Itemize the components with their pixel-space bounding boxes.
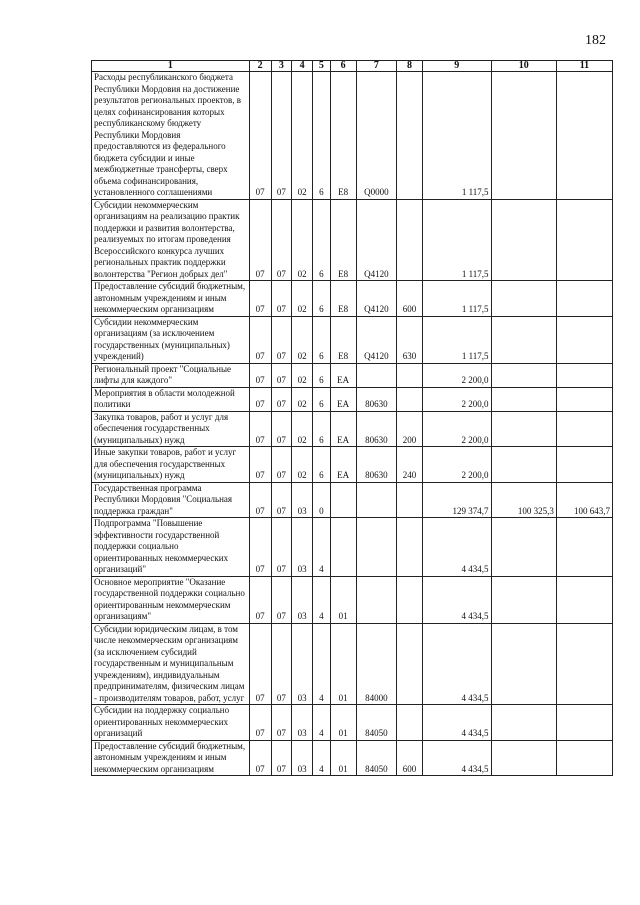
table-cell: 100 325,3 [491, 482, 556, 518]
table-cell [397, 482, 423, 518]
table-cell: 07 [271, 199, 292, 281]
table-cell: 1 117,5 [423, 199, 491, 281]
table-cell: 02 [292, 363, 313, 387]
column-header: 11 [556, 61, 612, 72]
table-cell: 84050 [356, 705, 396, 741]
table-cell: 4 [313, 518, 331, 577]
table-cell: 02 [292, 411, 313, 447]
table-cell: 07 [271, 363, 292, 387]
table-cell: 630 [397, 316, 423, 363]
table-cell: 07 [271, 72, 292, 200]
table-cell [556, 740, 612, 776]
table-row [92, 363, 613, 387]
row-name-cell: Субсидии некоммерческим организациям (за исключением государственных (муниципальных) учреждений) [92, 316, 250, 363]
table-cell [556, 199, 612, 281]
table-cell: 6 [313, 387, 331, 411]
table-cell: 07 [271, 281, 292, 317]
table-cell [397, 363, 423, 387]
table-cell [491, 518, 556, 577]
table-cell: EA [330, 363, 356, 387]
table-cell: 6 [313, 316, 331, 363]
table-cell [491, 363, 556, 387]
table-cell: 07 [249, 387, 271, 411]
row-name-cell: Основное мероприятие "Оказание государственной поддержки социально ориентированным некоммерческим организациям" [92, 576, 250, 623]
table-cell: 07 [249, 740, 271, 776]
table-cell [397, 387, 423, 411]
table-cell: 100 643,7 [556, 482, 612, 518]
table-cell [397, 623, 423, 705]
table-cell: 07 [249, 411, 271, 447]
row-name-cell: Подпрограмма "Повышение эффективности государственной поддержки социально ориентированных некоммерческих организаций" [92, 518, 250, 577]
table-cell [397, 199, 423, 281]
table-cell [491, 411, 556, 447]
column-header: 5 [313, 61, 331, 72]
table-cell: 2 200,0 [423, 387, 491, 411]
table-cell [491, 447, 556, 483]
table-cell [556, 281, 612, 317]
table-cell [556, 411, 612, 447]
table-cell [491, 316, 556, 363]
column-header: 7 [356, 61, 396, 72]
row-name-cell: Предоставление субсидий бюджетным, автономным учреждениям и иным некоммерческим организациям [92, 740, 250, 776]
column-header: 6 [330, 61, 356, 72]
table-row [92, 740, 613, 776]
table-cell [397, 518, 423, 577]
header-row [92, 61, 613, 72]
table-row [92, 623, 613, 705]
table-cell [356, 576, 396, 623]
table-cell: 03 [292, 482, 313, 518]
table-row [92, 482, 613, 518]
table-cell [556, 72, 612, 200]
table-cell: 2 200,0 [423, 411, 491, 447]
table-cell: 07 [249, 281, 271, 317]
table-row [92, 387, 613, 411]
table-cell: 4 [313, 705, 331, 741]
row-name-cell: Субсидии некоммерческим организациям на реализацию практик поддержки и развития волонтерства, реализуемых по итогам проведения Всероссийского конкурса лучших региональных практик поддержки волонтерства "Регион добрых дел" [92, 199, 250, 281]
table-cell [356, 363, 396, 387]
row-name-cell: Расходы республиканского бюджета Республики Мордовия на достижение результатов региональных проектов, в целях софинансирования которых республиканскому бюджету Республики Мордовия предоставляются из федерального бюджета субсидии и иные межбюджетные трансферты, сверх объема софинансирования, установленного соглашениями [92, 72, 250, 200]
table-cell: 07 [249, 72, 271, 200]
table-cell: 4 [313, 740, 331, 776]
row-name-cell: Государственная программа Республики Мордовия "Социальная поддержка граждан" [92, 482, 250, 518]
table-cell: 07 [249, 316, 271, 363]
table-cell: Q4120 [356, 281, 396, 317]
table-cell: 02 [292, 387, 313, 411]
table-cell [491, 281, 556, 317]
table-cell: 07 [271, 740, 292, 776]
page-number: 182 [585, 33, 606, 48]
table-cell: 07 [249, 518, 271, 577]
table-cell: E8 [330, 199, 356, 281]
table-cell: 240 [397, 447, 423, 483]
table-row [92, 705, 613, 741]
table-cell: 6 [313, 72, 331, 200]
table-cell: 4 [313, 623, 331, 705]
table-cell: 129 374,7 [423, 482, 491, 518]
row-name-cell: Мероприятия в области молодежной политики [92, 387, 250, 411]
table-cell: E8 [330, 72, 356, 200]
table-cell: 2 200,0 [423, 363, 491, 387]
table-row [92, 518, 613, 577]
table-cell [491, 705, 556, 741]
table-cell: Q4120 [356, 199, 396, 281]
column-header: 4 [292, 61, 313, 72]
row-name-cell: Субсидии на поддержку социально ориентированных некоммерческих организаций [92, 705, 250, 741]
table-cell: 84050 [356, 740, 396, 776]
table-cell: 07 [271, 482, 292, 518]
table-cell: 01 [330, 705, 356, 741]
row-name-cell: Региональный проект "Социальные лифты для каждого" [92, 363, 250, 387]
table-cell: 600 [397, 740, 423, 776]
table-cell: 01 [330, 623, 356, 705]
table-cell [556, 576, 612, 623]
table-cell [556, 387, 612, 411]
table-cell: 02 [292, 316, 313, 363]
table-cell: 07 [271, 576, 292, 623]
column-header: 9 [423, 61, 491, 72]
table-cell [491, 72, 556, 200]
column-header: 3 [271, 61, 292, 72]
table-cell: 6 [313, 411, 331, 447]
table-cell: 02 [292, 199, 313, 281]
table-cell: 4 434,5 [423, 623, 491, 705]
table-cell: EA [330, 387, 356, 411]
table-cell [556, 518, 612, 577]
table-cell: 02 [292, 72, 313, 200]
table-cell: 6 [313, 447, 331, 483]
table-cell [491, 576, 556, 623]
row-name-cell: Закупка товаров, работ и услуг для обеспечения государственных (муниципальных) нужд [92, 411, 250, 447]
table-cell: 02 [292, 447, 313, 483]
table-cell: 200 [397, 411, 423, 447]
column-header: 8 [397, 61, 423, 72]
table-cell: 07 [271, 316, 292, 363]
table-cell: 07 [271, 518, 292, 577]
table-row [92, 72, 613, 200]
table-cell: 07 [249, 623, 271, 705]
table-cell: 1 117,5 [423, 72, 491, 200]
table-cell: 07 [249, 199, 271, 281]
table-cell: 03 [292, 705, 313, 741]
table-cell: EA [330, 411, 356, 447]
table-cell: 07 [249, 447, 271, 483]
table-cell [491, 740, 556, 776]
table-cell [491, 199, 556, 281]
table-cell: 6 [313, 199, 331, 281]
table-cell [491, 623, 556, 705]
table-cell [397, 72, 423, 200]
table-cell: E8 [330, 316, 356, 363]
table-cell [397, 576, 423, 623]
table-cell: 02 [292, 281, 313, 317]
table-row [92, 447, 613, 483]
table-row [92, 281, 613, 317]
table-cell: 80630 [356, 447, 396, 483]
table-cell: 07 [271, 705, 292, 741]
table-cell: Q0000 [356, 72, 396, 200]
table-cell: 07 [249, 363, 271, 387]
table-row [92, 411, 613, 447]
column-header: 2 [249, 61, 271, 72]
table-cell: 03 [292, 623, 313, 705]
table-cell: 4 434,5 [423, 576, 491, 623]
column-header: 10 [491, 61, 556, 72]
table-cell: 4 434,5 [423, 740, 491, 776]
table-cell: 03 [292, 518, 313, 577]
table-cell [397, 705, 423, 741]
table-cell [330, 482, 356, 518]
table-cell: 07 [271, 387, 292, 411]
table-cell: 03 [292, 740, 313, 776]
table-cell: Q4120 [356, 316, 396, 363]
table-cell: 6 [313, 281, 331, 317]
column-header: 1 [92, 61, 250, 72]
table-cell: 2 200,0 [423, 447, 491, 483]
table-cell: 07 [249, 705, 271, 741]
row-name-cell: Субсидии юридическим лицам, в том числе некоммерческим организациям (за исключением субсидий государственным и муниципальным учреждениям), индивидуальным предпринимателям, физическим лицам - производителям товаров, работ, услуг [92, 623, 250, 705]
table-cell: EA [330, 447, 356, 483]
table-cell: 07 [271, 623, 292, 705]
table-cell: 1 117,5 [423, 281, 491, 317]
table-cell [556, 316, 612, 363]
table-cell: 6 [313, 363, 331, 387]
table-cell: 80630 [356, 411, 396, 447]
table-cell: 07 [249, 482, 271, 518]
table-cell [356, 482, 396, 518]
table-cell [491, 387, 556, 411]
table-cell: 07 [249, 576, 271, 623]
table-cell: 1 117,5 [423, 316, 491, 363]
table-cell: 4 434,5 [423, 518, 491, 577]
row-name-cell: Иные закупки товаров, работ и услуг для обеспечения государственных (муниципальных) нужд [92, 447, 250, 483]
table-cell: 07 [271, 411, 292, 447]
table-cell [556, 447, 612, 483]
row-name-cell: Предоставление субсидий бюджетным, автономным учреждениям и иным некоммерческим организациям [92, 281, 250, 317]
table-cell [330, 518, 356, 577]
table-cell: E8 [330, 281, 356, 317]
table-cell: 0 [313, 482, 331, 518]
table-row [92, 576, 613, 623]
table-cell: 01 [330, 740, 356, 776]
table-cell: 07 [271, 447, 292, 483]
table-cell [356, 518, 396, 577]
table-cell: 600 [397, 281, 423, 317]
table-row [92, 316, 613, 363]
table-row [92, 199, 613, 281]
budget-table [91, 60, 613, 776]
table-cell [556, 705, 612, 741]
table-cell: 01 [330, 576, 356, 623]
table-cell: 4 [313, 576, 331, 623]
table-cell [556, 623, 612, 705]
table-cell: 4 434,5 [423, 705, 491, 741]
table-cell: 84000 [356, 623, 396, 705]
table-cell: 80630 [356, 387, 396, 411]
table-cell [556, 363, 612, 387]
table-cell: 03 [292, 576, 313, 623]
